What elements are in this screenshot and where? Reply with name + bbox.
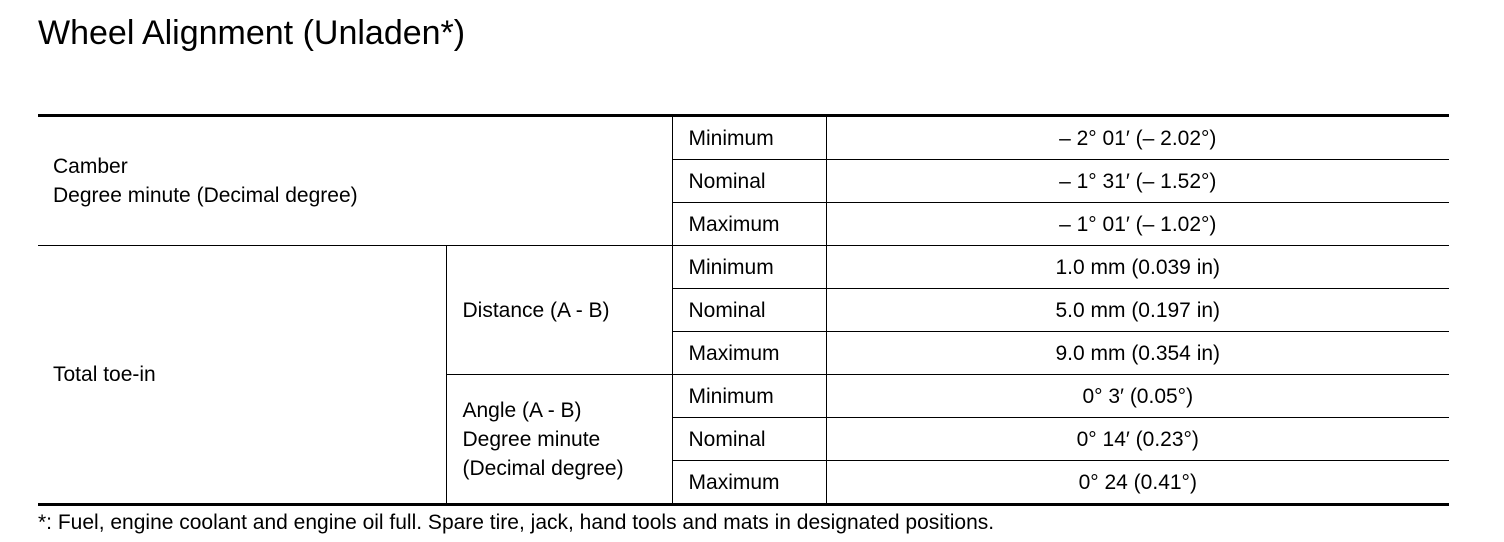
toe-angle-minimum-value: 0° 3′ (0.05°) — [826, 375, 1449, 418]
toe-angle-maximum-value: 0° 24 (0.41°) — [826, 461, 1449, 505]
toe-angle-label-cell — [446, 375, 672, 505]
toe-angle-minimum-label: Minimum — [672, 375, 826, 418]
toe-angle-nominal-value: 0° 14′ (0.23°) — [826, 418, 1449, 461]
toe-distance-minimum-label: Minimum — [672, 246, 826, 289]
toe-angle-decimal-label: (Decimal degree) — [462, 456, 624, 480]
footnote: *: Fuel, engine coolant and engine oil full. Spare tire, jack, hand tools and mats in designated positions. — [38, 511, 995, 534]
table-row — [38, 116, 1449, 160]
toe-distance-nominal-value: 5.0 mm (0.197 in) — [826, 289, 1449, 332]
camber-nominal-value: – 1° 31′ (– 1.52°) — [826, 160, 1449, 203]
toe-distance-maximum-label: Maximum — [672, 332, 826, 375]
camber-minimum-value: – 2° 01′ (– 2.02°) — [826, 116, 1449, 160]
page-title: Wheel Alignment (Unladen*) — [38, 14, 466, 52]
toe-distance-nominal-label: Nominal — [672, 289, 826, 332]
camber-label: Camber — [53, 155, 128, 178]
toe-in-label: Total toe-in — [38, 246, 446, 505]
toe-angle-unit-label: Degree minute — [462, 427, 601, 451]
camber-unit-label: Degree minute (Decimal degree) — [53, 184, 358, 207]
toe-angle-nominal-label: Nominal — [672, 418, 826, 461]
table-row — [38, 246, 1449, 289]
toe-distance-maximum-value: 9.0 mm (0.354 in) — [826, 332, 1449, 375]
camber-label-cell — [38, 116, 672, 246]
camber-maximum-value: – 1° 01′ (– 1.02°) — [826, 203, 1449, 246]
camber-nominal-label: Nominal — [672, 160, 826, 203]
toe-distance-label: Distance (A - B) — [446, 246, 672, 375]
wheel-alignment-table — [38, 114, 1449, 506]
toe-angle-label: Angle (A - B) — [462, 398, 582, 422]
toe-distance-minimum-value: 1.0 mm (0.039 in) — [826, 246, 1449, 289]
camber-minimum-label: Minimum — [672, 116, 826, 160]
toe-angle-maximum-label: Maximum — [672, 461, 826, 505]
camber-maximum-label: Maximum — [672, 203, 826, 246]
